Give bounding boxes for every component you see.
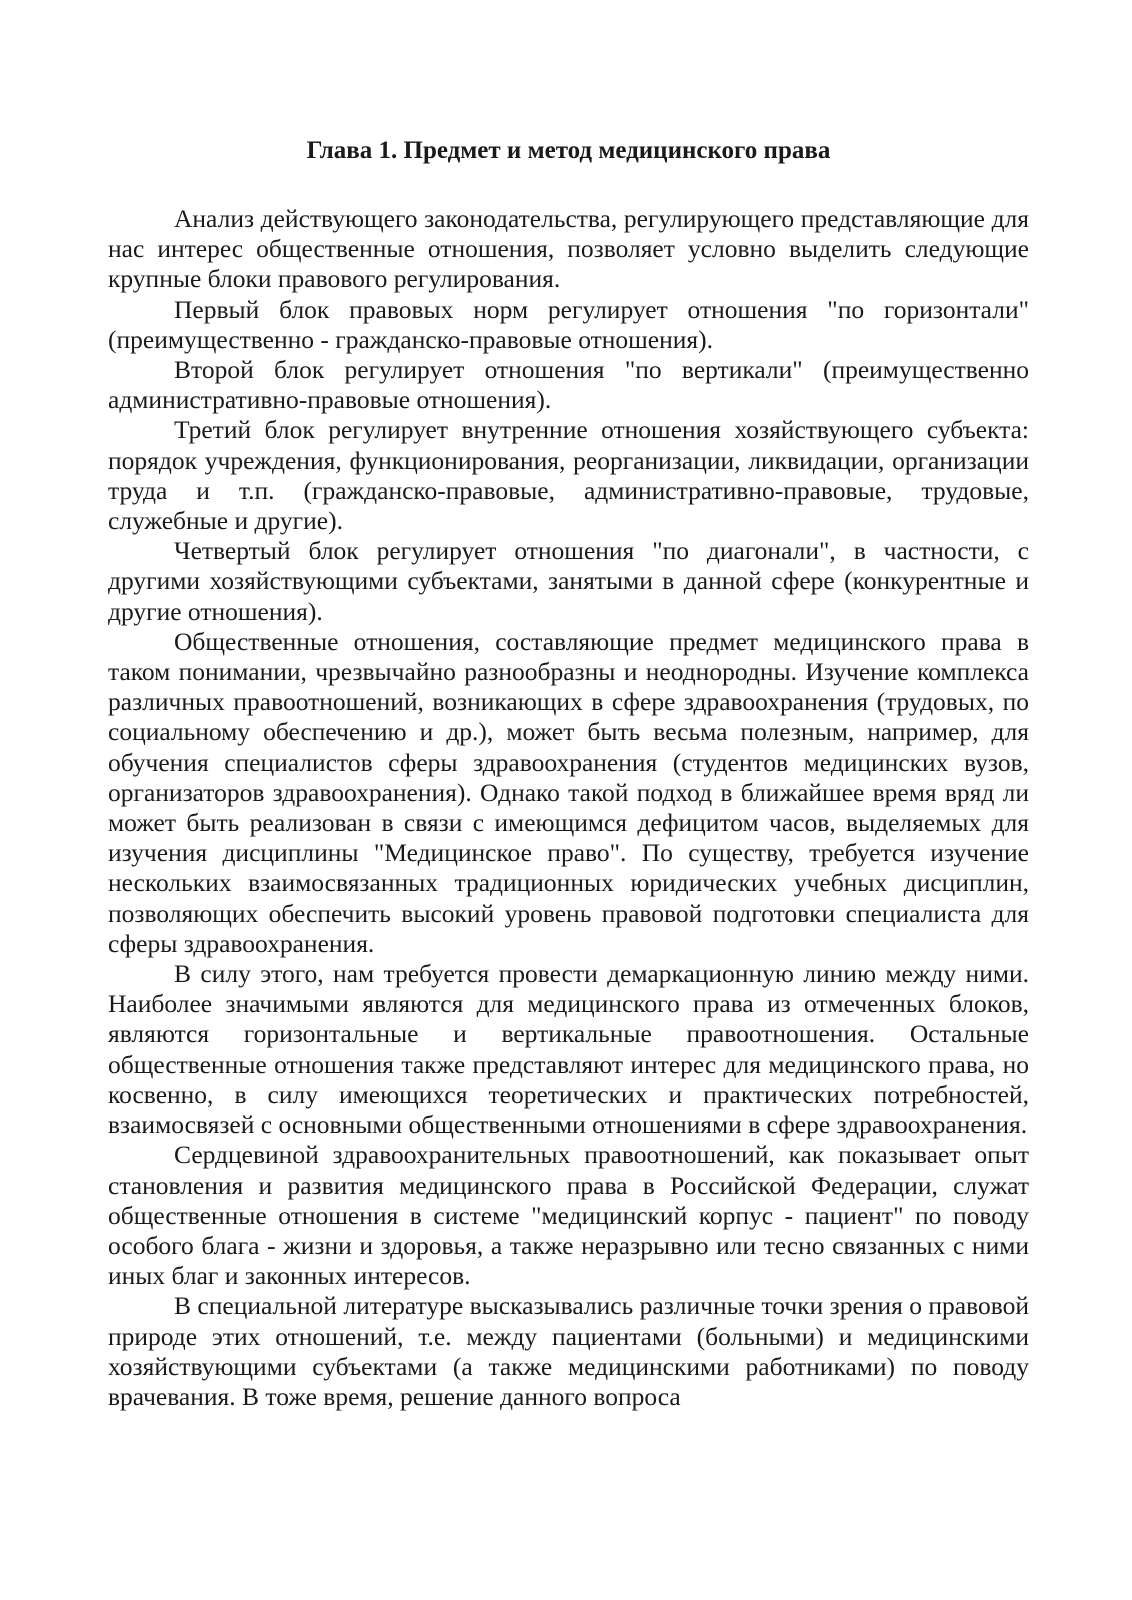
paragraph: Четвертый блок регулирует отношения "по диагонали", в частности, с другими хозяйствующими субъектами, занятыми в данной сфере (конкурентные и другие отношения).: [108, 536, 1029, 626]
paragraph: Сердцевиной здравоохранительных правоотношений, как показывает опыт становления и развития медицинского права в Российской Федерации, служат общественные отношения в системе "медицинский корпус - пациент" по поводу особого блага - жизни и здоровья, а также неразрывно или тесно связанных с ними иных благ и законных интересов.: [108, 1140, 1029, 1291]
paragraph: Общественные отношения, составляющие предмет медицинского права в таком понимании, чрезвычайно разнообразны и неоднородны. Изучение комплекса различных правоотношений, возникающих в сфере здравоохранения (трудовых, по социальному обеспечению и др.), может быть весьма полезным, например, для обучения специалистов сферы здравоохранения (студентов медицинских вузов, организаторов здравоохранения). Однако такой подход в ближайшее время вряд ли может быть реализован в связи с имеющимся дефицитом часов, выделяемых для изучения дисциплины "Медицинское право". По существу, требуется изучение нескольких взаимосвязанных традиционных юридических учебных дисциплин, позволяющих обеспечить высокий уровень правовой подготовки специалиста для сферы здравоохранения.: [108, 626, 1029, 958]
chapter-title: Глава 1. Предмет и метод медицинского права: [306, 137, 831, 164]
paragraph: Третий блок регулирует внутренние отношения хозяйствующего субъекта: порядок учреждения, функционирования, реорганизации, ликвидации, организации труда и т.п. (гражданско-правовые, административно-правовые, трудовые, служебные и другие).: [108, 415, 1029, 536]
paragraph: Первый блок правовых норм регулирует отношения "по горизонтали" (преимущественно - гражданско-правовые отношения).: [108, 294, 1029, 354]
paragraph: Второй блок регулирует отношения "по вертикали" (преимущественно административно-правовые отношения).: [108, 355, 1029, 415]
paragraph: Анализ действующего законодательства, регулирующего представляющие для нас интерес общественные отношения, позволяет условно выделить следующие крупные блоки правового регулирования.: [108, 204, 1029, 294]
paragraph: В специальной литературе высказывались различные точки зрения о правовой природе этих отношений, т.е. между пациентами (больными) и медицинскими хозяйствующими субъектами (а также медицинскими работниками) по поводу врачевания. В тоже время, решение данного вопроса: [108, 1291, 1029, 1411]
document-body: [108, 204, 1029, 1412]
paragraph: В силу этого, нам требуется провести демаркационную линию между ними. Наиболее значимыми являются для медицинского права из отмеченных блоков, являются горизонтальные и вертикальные правоотношения. Остальные общественные отношения также представляют интерес для медицинского права, но косвенно, в силу имеющихся теоретических и практических потребностей, взаимосвязей с основными общественными отношениями в сфере здравоохранения.: [108, 959, 1029, 1140]
